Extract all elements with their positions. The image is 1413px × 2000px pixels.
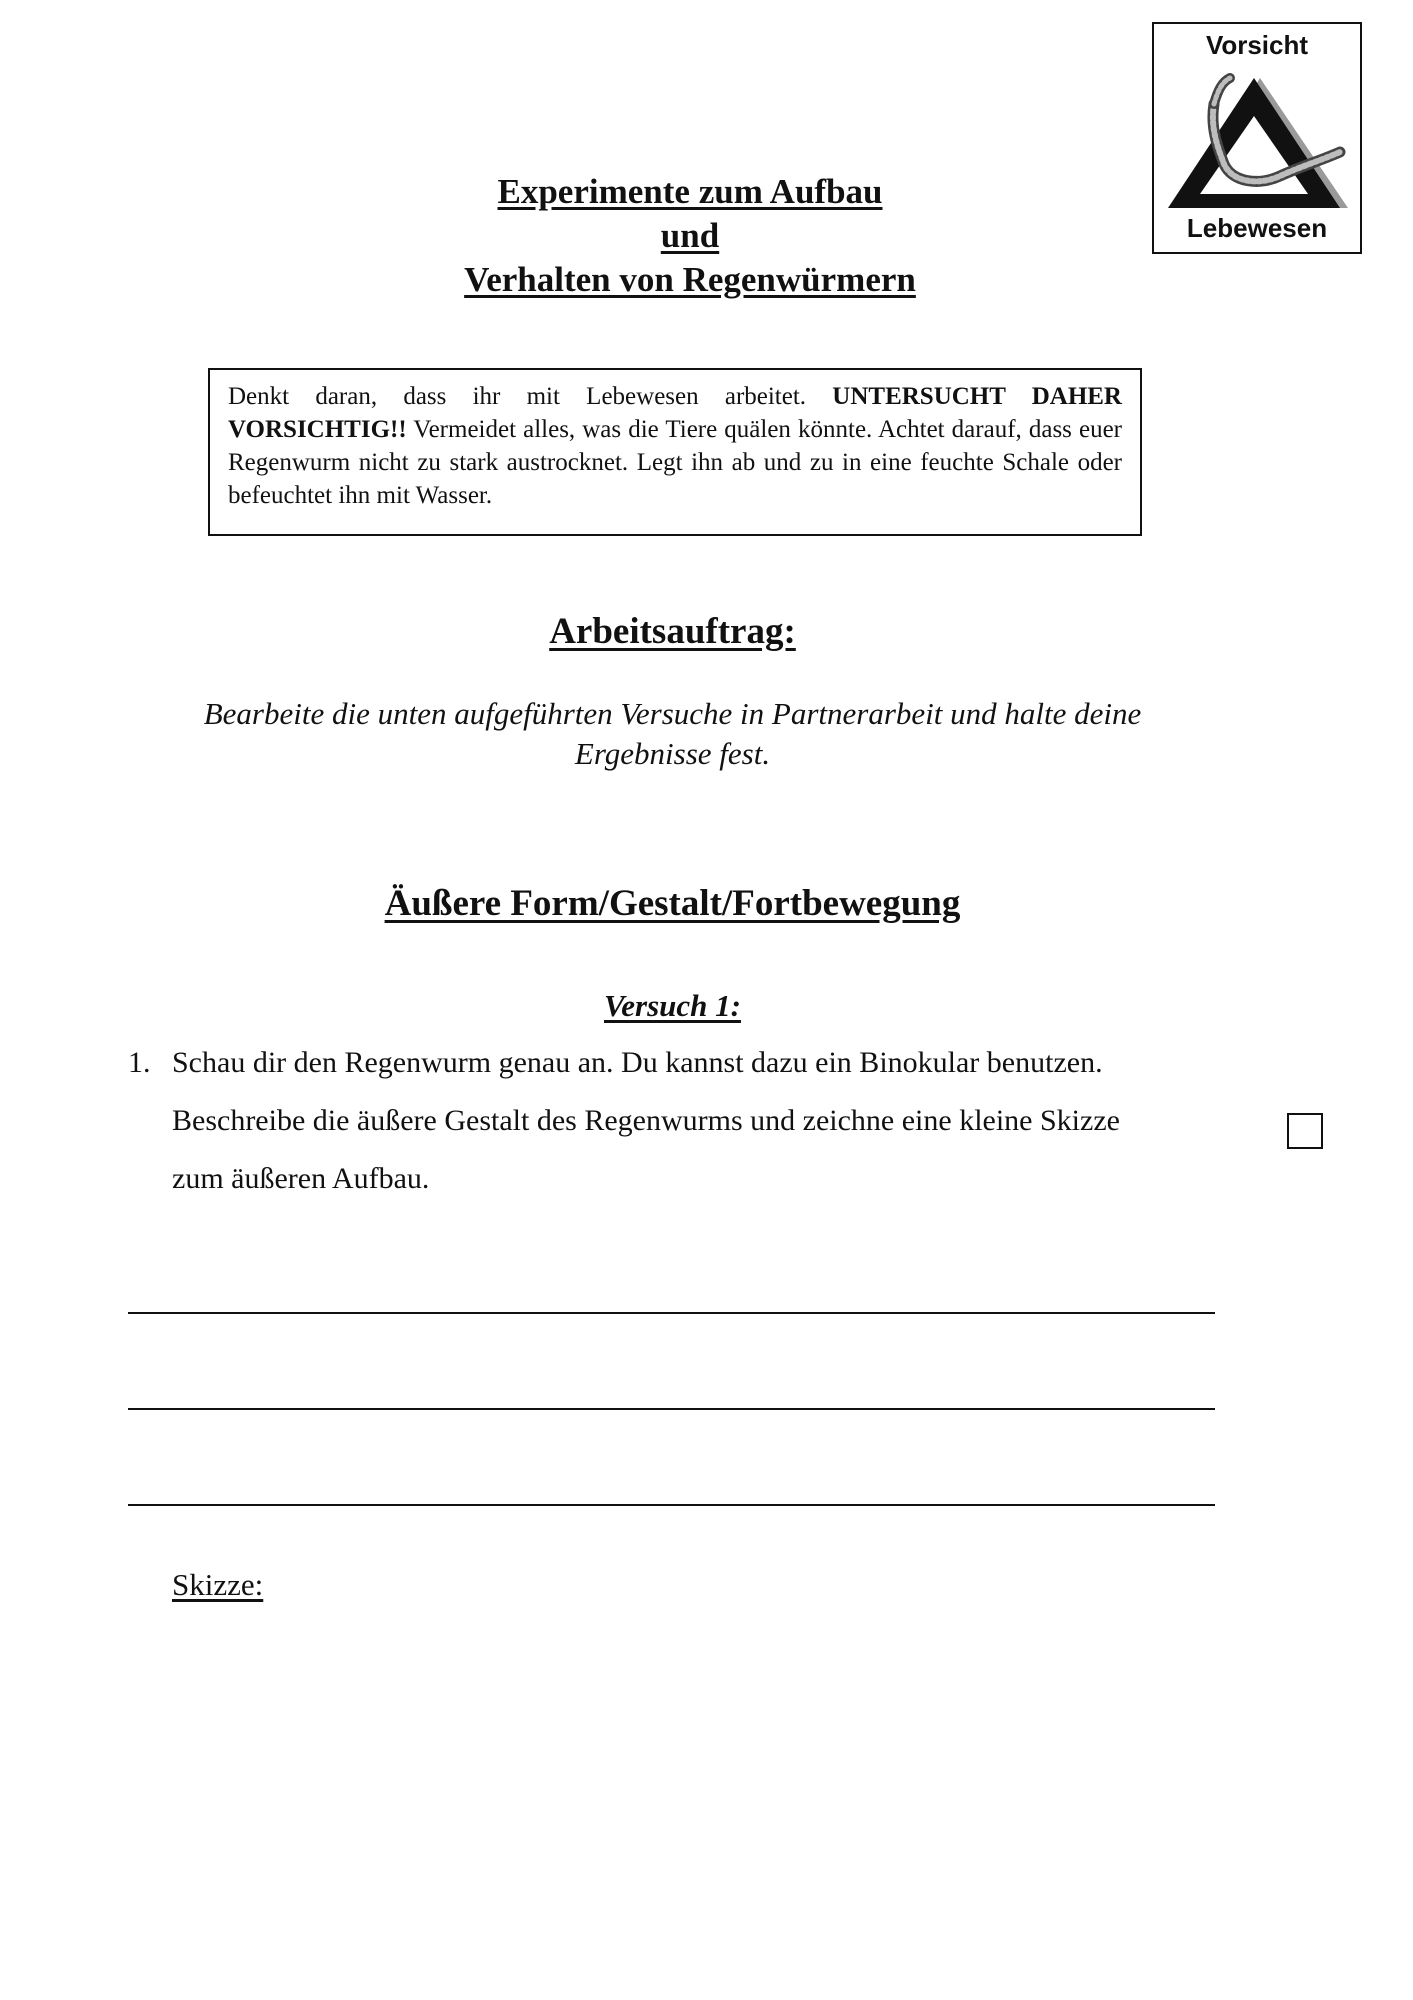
task-heading <box>0 610 1345 653</box>
versuch-heading <box>0 988 1345 1024</box>
sketch-label: Skizze: <box>172 1567 264 1602</box>
section-heading-text: Äußere Form/Gestalt/Fortbewegung <box>384 883 961 924</box>
completion-checkbox[interactable] <box>1287 1113 1323 1149</box>
sign-bottom-label: Lebewesen <box>1186 213 1328 243</box>
task-heading-text: Arbeitsauftrag: <box>549 611 796 652</box>
item-line-1: Schau dir den Regenwurm genau an. Du kannst dazu ein Binokular benutzen. <box>172 1046 1103 1079</box>
item-number: 1. <box>128 1046 151 1079</box>
sign-top-label: Vorsicht <box>1205 30 1309 60</box>
section-heading <box>0 882 1345 925</box>
item-line-2: Beschreibe die äußere Gestalt des Regenwurms und zeichne eine kleine Skizze <box>172 1104 1120 1137</box>
document-title <box>300 170 1080 302</box>
versuch-heading-text: Versuch 1: <box>604 988 741 1023</box>
warning-sign <box>1152 22 1362 254</box>
notice-text-bold: UNTERSUCHT DAHER VORSICHTIG!! <box>228 383 1122 443</box>
safety-notice-box <box>208 368 1142 536</box>
task-line-1: Bearbeite die unten aufgeführten Versuche in Partnerarbeit und halte deine <box>203 696 1142 731</box>
task-line-2: Ergebnisse fest. <box>574 736 771 771</box>
title-line-2: und <box>660 216 720 255</box>
answer-line[interactable] <box>128 1312 1215 1314</box>
answer-line[interactable] <box>128 1504 1215 1506</box>
task-instructions <box>150 694 1195 774</box>
answer-line[interactable] <box>128 1408 1215 1410</box>
notice-text-end: Vermeidet alles, was die Tiere quälen könnte. Achtet darauf, dass euer Regenwurm nicht zu stark austrocknet. Legt ihn ab und zu in eine feuchte Schale oder befeuchtet ihn mit Wasser. <box>228 416 1122 509</box>
title-line-1: Experimente zum Aufbau <box>497 172 883 211</box>
earthworm-triangle-icon <box>1162 68 1352 218</box>
notice-text-start: Denkt daran, dass ihr mit Lebewesen arbeitet. <box>228 383 833 410</box>
item-line-3: zum äußeren Aufbau. <box>172 1162 430 1195</box>
sketch-area[interactable] <box>128 1620 1215 1920</box>
title-line-3: Verhalten von Regenwürmern <box>464 260 916 299</box>
